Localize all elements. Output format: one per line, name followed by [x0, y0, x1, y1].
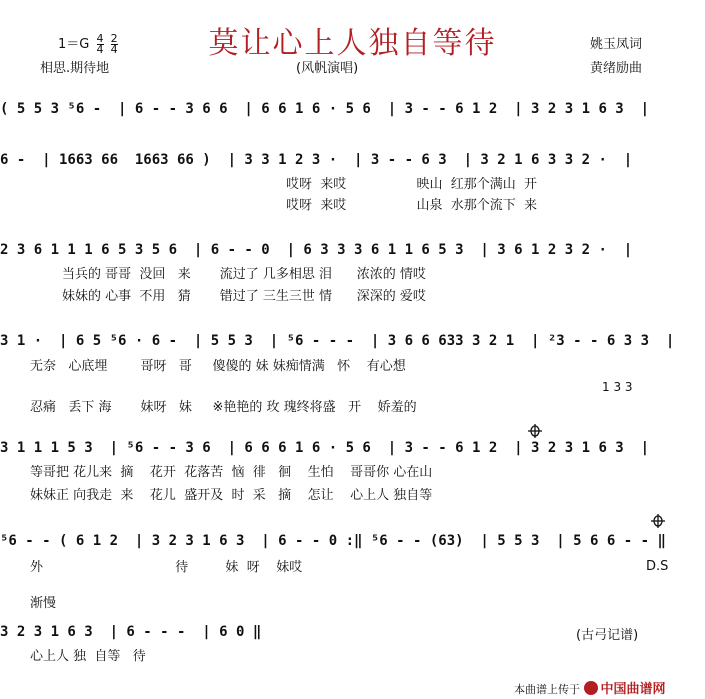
- lyric-line-6-verse-1: 外 待 妹 呀 妹哎: [30, 560, 303, 575]
- transcriber: (古弓记谱): [576, 628, 639, 643]
- key-label: 1＝G: [58, 37, 90, 52]
- notation-line-4: 3 1 · | 6 5 ⁵6 · 6 - | 5 5 3 | ⁵6 - - - | 3 6 6 633 3 2 1 | ²3 - - 6 3 3 |: [0, 333, 675, 349]
- notation-line-6: ⁵6 - - ( 6 1 2 | 3 2 3 1 6 3 | 6 - - 0 :‖ ⁵6 - - (63) | 5 5 3 | 5 6 6 - - ‖: [0, 533, 666, 549]
- time-signature-a: $\frac{4}{4}$: [96, 32, 104, 56]
- coda-sign-icon: [528, 424, 542, 438]
- lyric-line-5-verse-1: 等哥把 花儿来 摘 花开 花落苦 恼 徘 徊 生怕 哥哥你 心在山: [30, 465, 433, 480]
- coda-sign-icon: [651, 514, 665, 528]
- site-name[interactable]: 中国曲谱网: [600, 682, 666, 697]
- time-signature-b: $\frac{2}{4}$: [110, 32, 118, 56]
- notation-line-2: 6 - | 1663 66 1663 66 ) | 3 3 1 2 3 · | 3 - - 6 3 | 3 2 1 6 3 3 2 · |: [0, 152, 633, 168]
- page-title: 莫让心上人独自等待: [208, 26, 497, 61]
- lyric-line-7-verse-1: 心上人 独 自等 待: [30, 649, 146, 664]
- notation-line-7: 3 2 3 1 6 3 | 6 - - - | 6 0 ‖: [0, 624, 262, 640]
- lyric-line-2-verse-1: 哎呀 来哎 映山 红那个满山 开: [286, 177, 538, 192]
- expression-mark: 相思.期待地: [40, 61, 110, 76]
- footer: [514, 678, 666, 697]
- notation-line-1: ( 5 5 3 ⁵6 - | 6 - - 3 6 6 | 6 6 1 6 · 5 6 | 3 - - 6 1 2 | 3 2 3 1 6 3 |: [0, 101, 650, 117]
- notation-line-5: 3 1 1 1 5 3 | ⁵6 - - 3 6 | 6 6 6 1 6 · 5 6 | 3 - - 6 1 2 | 3 2 3 1 6 3 |: [0, 440, 650, 456]
- lyric-line-3-verse-2: 妹妹的 心事 不用 猜 错过了 三生三世 情 深深的 爱哎: [62, 289, 426, 304]
- lyric-line-4-verse-1: 无奈 心底埋 哥呀 哥 傻傻的 妹 妹痴情满 怀 有心想: [30, 359, 406, 374]
- lyric-line-2-verse-2: 哎呀 来哎 山泉 水那个流下 来: [286, 198, 538, 213]
- performer: (风帆演唱): [296, 61, 359, 76]
- lyricist: 姚玉凤词: [590, 37, 643, 52]
- notation-line-3: 2 3 6 1 1 1 6 5 3 5 6 | 6 - - 0 | 6 3 3 3 6 1 1 6 5 3 | 3 6 1 2 3 2 · |: [0, 242, 633, 258]
- tempo-mark: 渐慢: [30, 596, 57, 611]
- composer: 黄绪励曲: [590, 61, 643, 76]
- key-signature: [58, 33, 118, 55]
- site-logo-icon: [584, 681, 598, 695]
- lyric-line-3-verse-1: 当兵的 哥哥 没回 来 流过了 几多相思 泪 浓浓的 情哎: [62, 267, 426, 282]
- dal-segno-mark: D.S: [646, 559, 669, 574]
- lyric-line-5-verse-2: 妹妹正 向我走 来 花儿 盛开及 时 采 摘 怎让 心上人 独自等: [30, 488, 433, 503]
- lyric-line-4-verse-2: 忍痛 丢下 海 妹呀 妹 ※艳艳的 玫 瑰终将盛 开 娇羞的: [30, 400, 417, 415]
- alternate-notes: 1 3 3: [602, 380, 633, 394]
- upload-note: 本曲谱上传于: [514, 683, 580, 696]
